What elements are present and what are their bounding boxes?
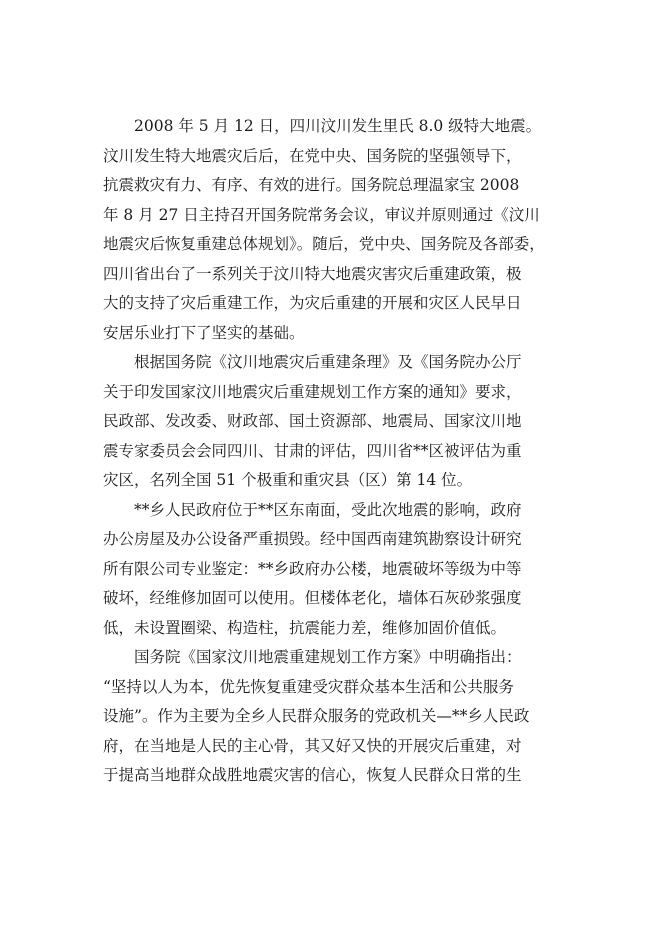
text-line: 2008 年 5 月 12 日，四川汶川发生里氏 8.0 级特大地震。 [134,117,542,135]
text-line: 于提高当地群众战胜地震灾害的信心，恢复人民群众日常的生 [103,766,522,784]
text-line: 国务院《国家汶川地震重建规划工作方案》中明确指出： [134,648,522,666]
text-line: 办公房屋及办公设备严重损毁。经中国西南建筑勘察设计研究 [103,530,522,548]
text-line: 民政部、发改委、财政部、国土资源部、地震局、国家汶川地 [103,412,522,430]
text-line: 低，未设置圈梁、构造柱，抗震能力差，维修加固价值低。 [103,618,507,637]
text-line: 灾区，名列全国 51 个极重和重灾县（区）第 14 位。 [103,471,473,489]
paragraph-2 [103,348,573,496]
text-line: 所有限公司专业鉴定：**乡政府办公楼，地震破坏等级为中等 [103,559,522,578]
text-line: 破坏，经维修加固可以使用。但楼体老化，墙体石灰砂浆强度 [103,589,522,607]
text-line: **乡人民政府位于**区东南面，受此次地震的影响，政府 [134,500,522,519]
document-body [103,112,573,791]
text-line: 地震灾后恢复重建总体规划》。随后，党中央、国务院及各部委， [103,235,545,253]
text-line: 大的支持了灾后重建工作，为灾后重建的开展和灾区人民早日 [103,294,522,312]
text-line: 震专家委员会会同四川、甘肃的评估，四川省**区被评估为重 [103,441,522,460]
paragraph-4 [103,643,573,791]
text-line: 府，在当地是人民的主心骨，其又好又快的开展灾后重建，对 [103,736,522,755]
text-line: 根据国务院《汶川地震灾后重建条理》及《国务院办公厅 [134,353,522,371]
text-line: 四川省出台了一系列关于汶川特大地震灾害灾后重建政策，极 [103,264,522,283]
text-line: 安居乐业打下了坚实的基础。 [103,323,305,342]
paragraph-1 [103,112,573,348]
text-line: “坚持以人为本，优先恢复重建受灾群众基本生活和公共服务 [103,677,514,696]
text-line: 抗震救灾有力、有序、有效的进行。国务院总理温家宝 2008 [103,176,520,194]
text-line: 汶川发生特大地震灾后后，在党中央、国务院的坚强领导下， [103,146,522,165]
paragraph-3 [103,496,573,644]
text-line: 设施”。作为主要为全乡人民群众服务的党政机关—**乡人民政 [103,707,530,725]
text-line: 关于印发国家汶川地震灾后重建规划工作方案的通知》要求， [103,382,522,401]
text-line: 年 8 月 27 日主持召开国务院常务会议，审议并原则通过《汶川 [103,205,540,224]
